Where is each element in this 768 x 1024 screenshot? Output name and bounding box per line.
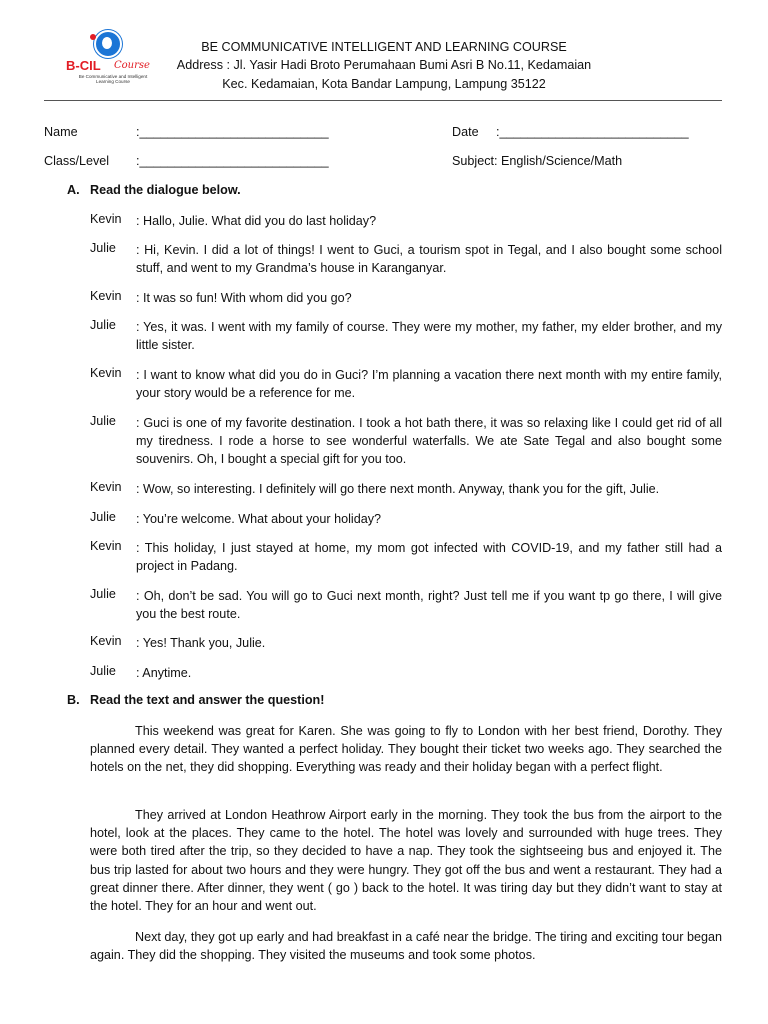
dialogue-text: : Yes! Thank you, Julie. <box>136 636 266 650</box>
dialogue-speaker: Julie <box>90 318 116 332</box>
dialogue-speaker: Julie <box>90 587 116 601</box>
subject-text: Subject: English/Science/Math <box>452 154 623 168</box>
reading-paragraph: They arrived at London Heathrow Airport early in the morning. They took the bus from the airport to the hotel, look at the places. They came to the hotel. The hotel was lovely and surrounded with huge trees. They were both tired after the trip, so they decided to have a nap. They took the sightseeing bus and enjoyed it. The bus trip lasted for about two hours and they were hungry. They got off the bus and went a restaurant. They had a great dinner there. After dinner, they went ( go ) back to the hotel. It was tiring day but they didn’t want to stay at the hotel. They for an hour and went out. <box>90 808 722 914</box>
dialogue-text: : Guci is one of my favorite destination. I took a hot bath there, it was so relaxing like I could get rid of all my tiredness. I rode a horse to see wonderful waterfalls. We ate Sate Tegal and also bought some souvenirs. Oh, I bought a special gift for you too. <box>136 416 722 466</box>
class-label: Class/Level <box>44 154 110 168</box>
dialogue-speaker: Julie <box>90 510 116 524</box>
dialogue-text: : Anytime. <box>136 666 192 680</box>
reading-paragraph: Next day, they got up early and had breakfast in a café near the bridge. The tiring and exciting tour began again. They did the shopping. They visited the museums and took some photos. <box>90 930 722 963</box>
dialogue-speaker: Julie <box>90 241 116 255</box>
dialogue-speaker: Julie <box>90 664 116 678</box>
dialogue-speaker: Kevin <box>90 289 122 303</box>
section-b-letter: B. <box>67 693 80 707</box>
date-label: Date <box>452 125 479 139</box>
section-b-title: Read the text and answer the question! <box>90 693 325 707</box>
dialogue-speaker: Kevin <box>90 539 122 553</box>
dialogue-text: : Hi, Kevin. I did a lot of things! I went to Guci, a tourism spot in Tegal, and I also bought some school stuff, and went to my Grandma’s house in Karanganyar. <box>136 243 722 275</box>
dialogue-text: : It was so fun! With whom did you go? <box>136 291 352 305</box>
dialogue-text: : I want to know what did you do in Guci? I’m planning a vacation there next month with my entire family, your story would be a reference for me. <box>136 368 722 400</box>
section-a-title: Read the dialogue below. <box>90 183 241 197</box>
dialogue-speaker: Kevin <box>90 634 122 648</box>
class-field[interactable]: :___________________________ <box>136 154 329 168</box>
section-a-heading <box>67 183 241 197</box>
logo-text: B-CIL <box>66 58 101 73</box>
logo-script: Course <box>114 60 150 71</box>
name-date-row <box>44 125 744 143</box>
logo-tagline: Be Communicative and Intelligent Learning Course <box>78 74 148 84</box>
dialogue-text: : Oh, don’t be sad. You will go to Guci next month, right? Just tell me if you want tp go there, I will give you the best route. <box>136 589 722 621</box>
dialogue-speaker: Kevin <box>90 366 122 380</box>
class-subject-row <box>44 154 744 172</box>
reading-paragraph: This weekend was great for Karen. She was going to fly to London with her best friend, Dorothy. They planned every detail. They wanted a perfect holiday. They bought their ticket two weeks ago. They searched the hotels on the net, they did shopping. Everything was ready and their holiday began with a perfect flight. <box>90 724 722 775</box>
dialogue-text: : This holiday, I just stayed at home, my mom got infected with COVID-19, and my father still had a project in Padang. <box>136 541 722 573</box>
name-field[interactable]: :___________________________ <box>136 125 329 139</box>
school-title: BE COMMUNICATIVE INTELLIGENT AND LEARNING COURSE <box>201 40 567 54</box>
address-line-1: Address : Jl. Yasir Hadi Broto Perumahaan Bumi Asri B No.11, Kedamaian <box>176 58 592 72</box>
section-b-heading <box>67 693 324 707</box>
section-a-letter: A. <box>67 183 80 197</box>
dialogue-text: : Yes, it was. I went with my family of course. They were my mother, my father, my elder brother, and my little sister. <box>136 320 722 352</box>
date-field[interactable]: :___________________________ <box>496 125 689 139</box>
name-label: Name <box>44 125 78 139</box>
address-line-2: Kec. Kedamaian, Kota Bandar Lampung, Lampung 35122 <box>222 77 546 91</box>
dialogue-speaker: Julie <box>90 414 116 428</box>
dialogue-text: : Hallo, Julie. What did you do last holiday? <box>136 214 377 228</box>
dialogue-speaker: Kevin <box>90 212 122 226</box>
header-divider <box>44 100 722 101</box>
dialogue-text: : Wow, so interesting. I definitely will go there next month. Anyway, thank you for the gift, Julie. <box>136 482 660 496</box>
dialogue-text: : You’re welcome. What about your holiday? <box>136 512 382 526</box>
document-header <box>0 0 768 104</box>
dialogue-speaker: Kevin <box>90 480 122 494</box>
